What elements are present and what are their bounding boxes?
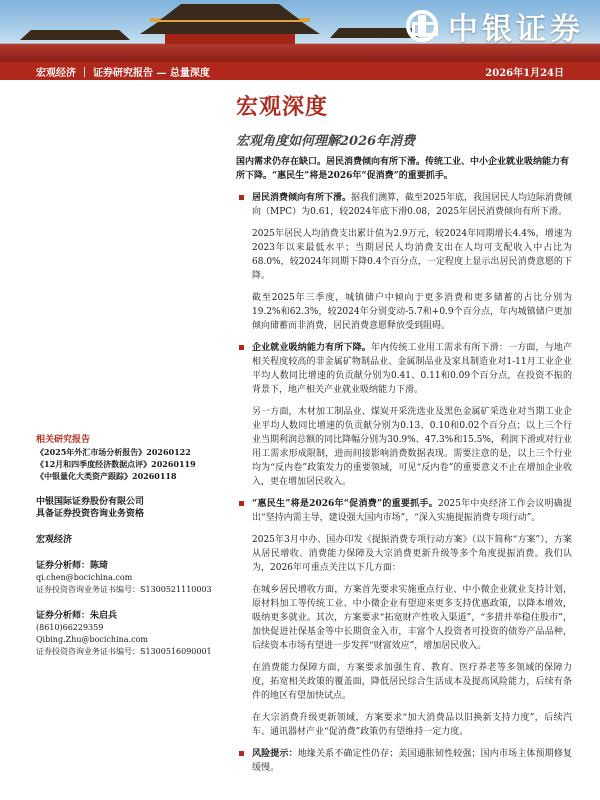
bullet-title: 企业就业吸纳能力有所下降。 (252, 343, 371, 353)
analyst-email[interactable]: Qibing.Zhu@bocichina.com (36, 635, 148, 644)
related-report-link[interactable]: 《12月和四季度经济数据点评》20260119 (36, 459, 196, 469)
bullet-text: 年内传统工业用工需求有所下滑：一方面，与地产相关程度较高的非金属矿物制品业、金属制品业及家具制造业对1-11月工业企业平均人数同比增速的负贡献分别为0.41、0.11和0.09个百分点，在投资不振的背景下，地产相关产业就业吸纳能力下滑。 (252, 343, 572, 395)
analyst-name: 证券分析师：陈琦 (36, 561, 109, 571)
bullet-text: 据我们测算，截至2025年底，我国居民人均边际消费倾向（MPC）为0.61，较2024年底下滑0.08，2025年居民消费倾向有所下滑。 (252, 193, 572, 217)
sector-label: 宏观经济 (36, 535, 73, 545)
paragraph: 另一方面，木材加工制品业、煤炭开采洗选业及黑色金属矿采选业对当期工业企业平均人数同比增速的负贡献分别为0.13、0.10和0.02个百分点；以上三个行业当期利润总额的同比降幅分别为30.9%、47.3%和15.5%，利润下滑或对行业用工需求形成限制，进而间接影响消费数据表现。需要注意的是，以上三个行业均为“反内卷”政策发力的重要领域，可见“反内卷”的重要意义不止在增加企业收入，更在增加居民收入。 (252, 407, 572, 487)
bullet-title: “惠民生”将是2026年“促消费”的重要抓手。 (252, 499, 438, 509)
related-report-link[interactable]: 《2025年外汇市场分析报告》20260122 (36, 447, 191, 457)
paragraph: 在消费能力保障方面，方案要求加强生育、教育、医疗养老等多领域的保障力度，拓宽相关政策的覆盖面，降低居民综合生活成本及提高风险能力，后续有条件的地区有望加快试点。 (252, 663, 572, 701)
bullet-text: 地缘关系不确定性仍存；美国通胀韧性较强；国内市场主体预期修复缓慢。 (252, 749, 572, 773)
bullet-title: 居民消费倾向有所下滑。 (252, 193, 352, 203)
analyst-email[interactable]: qi.chen@bocichina.com (36, 573, 133, 582)
palace-wall (165, 34, 295, 44)
page-title: 宏观深度 (236, 94, 329, 120)
paragraph: 在城乡居民增收方面，方案首先要求实施重点行业、中小微企业就业支持计划，原材料加工等传统工业、中小微企业有望迎来更多支持优惠政策，以降本增效，吸纳更多就业。其次，方案要求“拓宽财产性收入渠道”，“多措并举稳住股市”，加快促进社保基金等中长期资金入市，丰富个人投资者可投资的债券产品品种，后续资本市场有望进一步发挥“财富效应”，增加居民收入。 (252, 585, 572, 651)
paragraph: 2025年3月中办、国办印发《提振消费专项行动方案》（以下简称“方案”），方案从居民增收、消费能力保障及大宗消费更新升级等多个角度提振消费。我们认为，2026年可重点关注以下几方面： (252, 535, 572, 573)
report-category: 宏观经济 ｜ 证券研究报告 — 总量深度 (36, 67, 210, 79)
related-report-link[interactable]: 《中银量化大类资产跟踪》20260118 (36, 471, 177, 481)
bank-of-china-logo-icon (406, 10, 438, 42)
bullet-square-icon (239, 195, 244, 200)
bullet-employment (236, 341, 572, 397)
palace-roof (160, 4, 300, 20)
bullet-square-icon (239, 345, 244, 350)
bullet-policy (236, 497, 572, 525)
report-date: 2026年1月24日 (485, 67, 564, 79)
bullet-consumption (236, 191, 572, 219)
sidebar (36, 434, 228, 658)
report-header-bar (0, 62, 600, 80)
side-hall-roof-left (20, 30, 130, 40)
company-logo (406, 4, 584, 48)
analyst-phone: (8610)66229359 (36, 623, 104, 632)
firm-name: 中银国际证券股份有限公司 (36, 497, 145, 507)
firm-qualification: 具备证券投资咨询业务资格 (36, 509, 145, 519)
bullet-square-icon (239, 501, 244, 506)
bullet-title: 风险提示： (252, 749, 298, 759)
palace-lower-roof (140, 22, 320, 34)
bullet-square-icon (239, 751, 244, 756)
main-content (236, 155, 572, 775)
bullet-text: 2025年中央经济工作会议明确提出“坚持内需主导，建设强大国内市场”，“深入实施提振消费专项行动”。 (252, 499, 572, 523)
header-banner (0, 0, 600, 62)
logo-text: 中银证券 (448, 12, 584, 47)
analyst-name: 证券分析师：朱启兵 (36, 611, 118, 621)
analyst-cert: 证券投资咨询业务证书编号：S1300516090001 (36, 647, 212, 656)
analyst-cert: 证券投资咨询业务证书编号：S1300521110003 (36, 585, 212, 594)
lead-summary: 国内需求仍存在缺口。居民消费倾向有所下滑。传统工业、中小企业就业吸纳能力有所下降。“惠民生”将是2026年“促消费”的重要抓手。 (236, 157, 570, 181)
bullet-risk (236, 747, 572, 775)
related-reports-heading: 相关研究报告 (36, 435, 91, 445)
paragraph: 截至2025年三季度，城镇储户中倾向于更多消费和更多储蓄的占比分别为19.2%和62.3%，较2024年分别变动-5.7和+0.9个百分点，年内城镇储户更加倾向储蓄而非消费，居民消费意愿释放受到阻碍。 (252, 293, 572, 331)
paragraph: 2025年居民人均消费支出累计值为2.9万元，较2024年同期增长4.4%，增速为2023年以来最低水平；当期居民人均消费支出在人均可支配收入中占比为68.0%，较2024年同期下降0.4个百分点，一定程度上显示出居民消费意愿的下降。 (252, 229, 572, 281)
page-subtitle: 宏观角度如何理解2026年消费 (236, 134, 416, 149)
paragraph: 在大宗消费升级更新领域，方案要求“加大消费品以旧换新支持力度”，后续汽车、通讯器材产业“促消费”政策仍有望维持一定力度。 (252, 713, 572, 737)
